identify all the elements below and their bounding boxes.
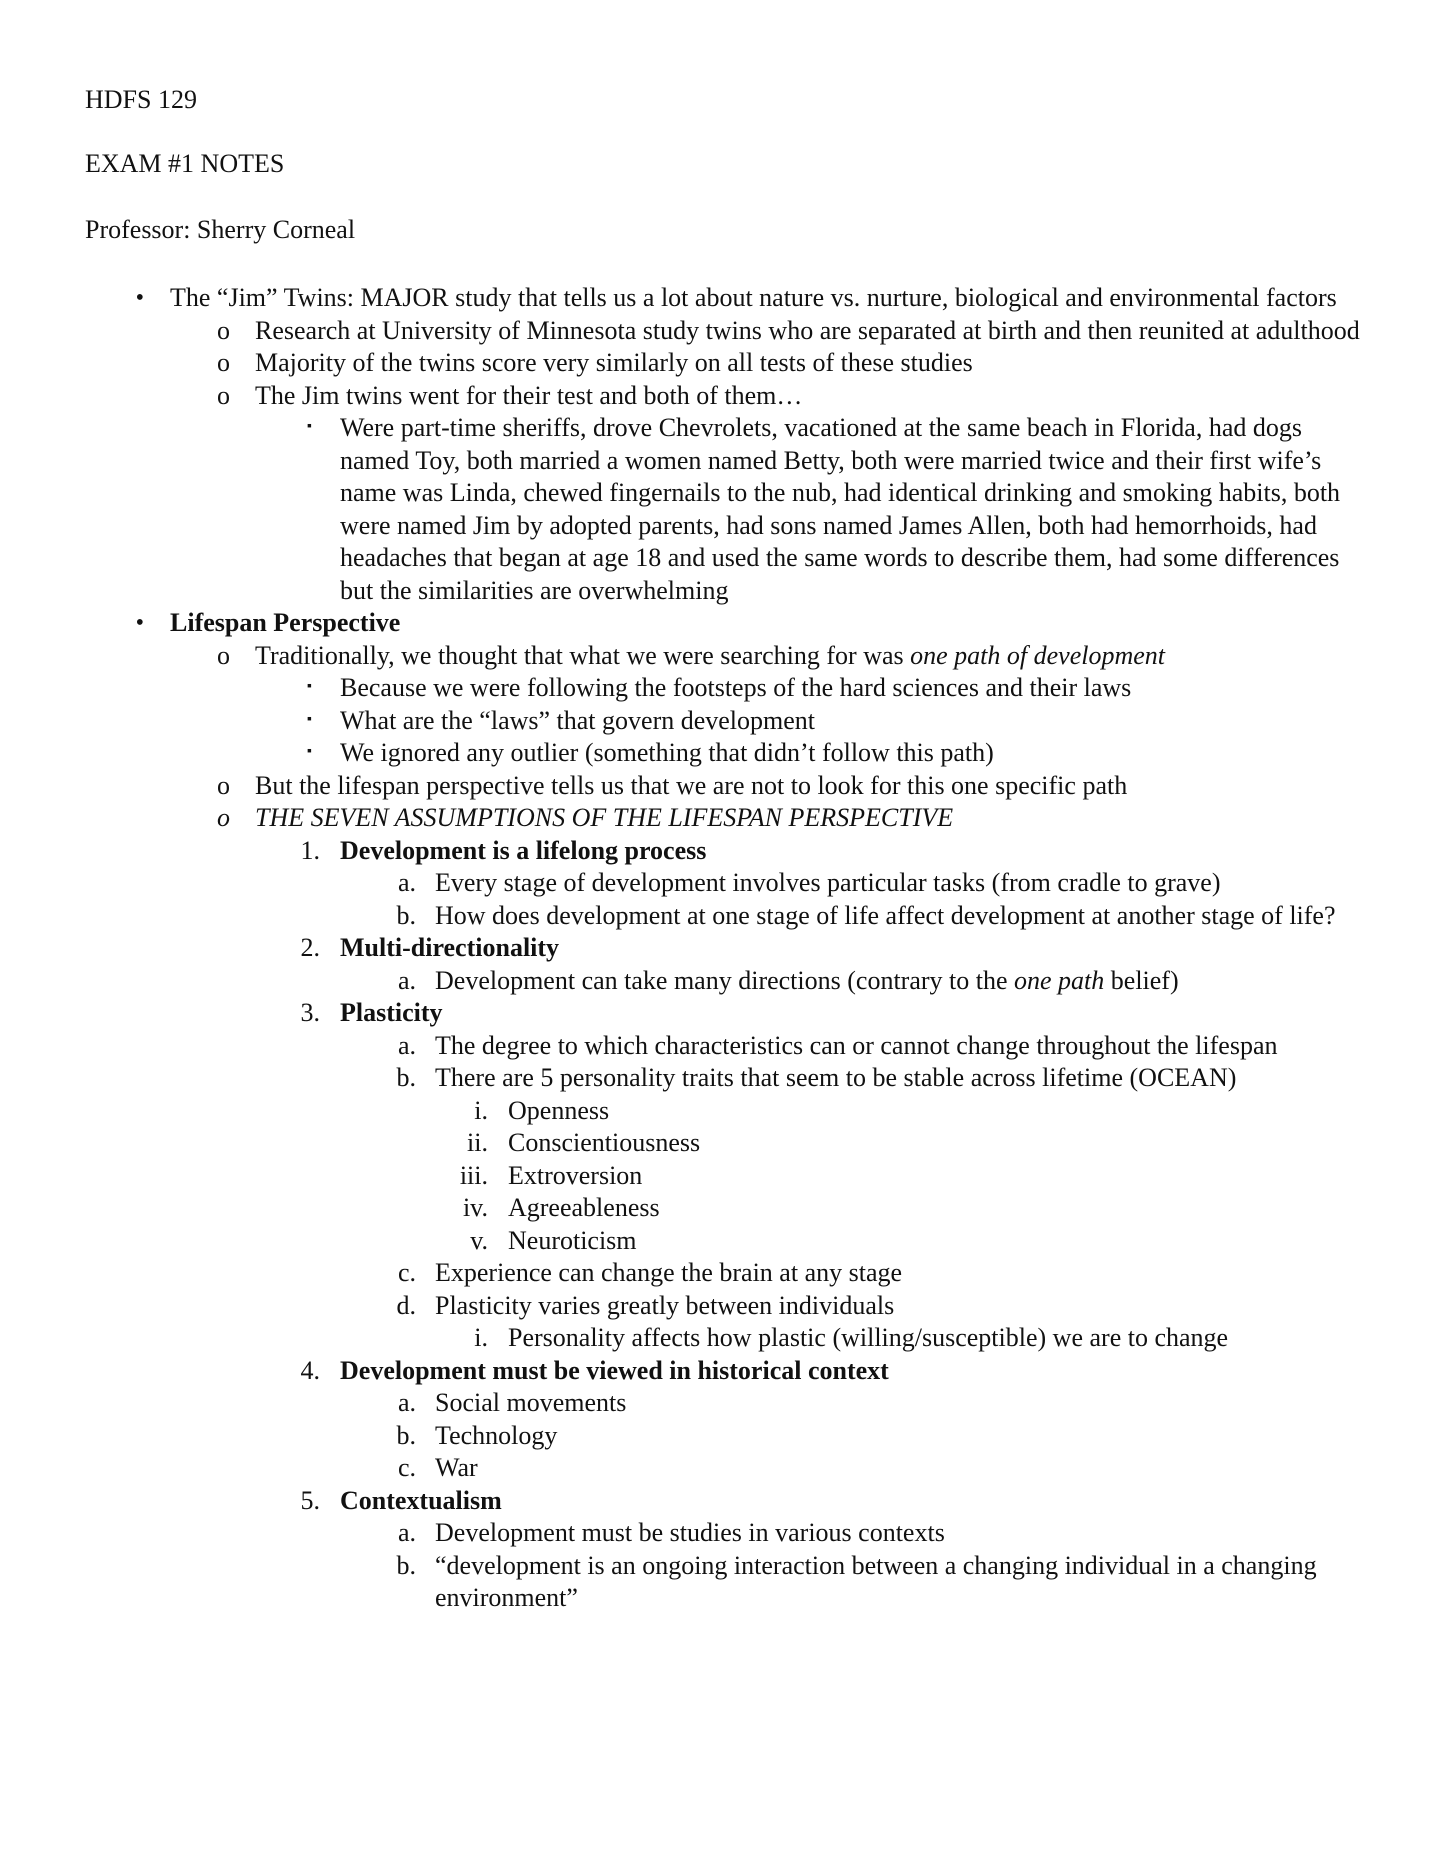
circle-marker: o	[217, 803, 230, 832]
seven-assumptions-heading: o THE SEVEN ASSUMPTIONS OF THE LIFESPAN PERSPECTIVE	[0, 802, 1456, 835]
assumption-5-b: b. “development is an ongoing interaction between a changing individual in a changing environment”	[396, 1550, 1317, 1612]
emphasis-one-path-of-development: one path of development	[910, 640, 1166, 670]
assumption-3-d-i: i. Personality affects how plastic (willing/susceptible) we are to change	[474, 1323, 1229, 1352]
course-code: HDFS 129	[85, 85, 197, 114]
circle-marker: o	[217, 348, 230, 377]
assumption-1: 1. Development is a lifelong process	[300, 835, 707, 865]
assumption-4-a: a. Social movements	[397, 1388, 627, 1417]
trait-openness: i. Openness	[474, 1095, 610, 1125]
assumption-5: 5. Contextualism	[300, 1485, 502, 1515]
assumption-3-b: b. There are 5 personality traits that seem to be stable across lifetime (OCEAN)	[396, 1063, 1237, 1092]
assumption-1-a: a. Every stage of development involves particular tasks (from cradle to grave)	[397, 868, 1221, 897]
trait-conscientiousness: ii. Conscientiousness	[467, 1128, 701, 1157]
bullet-jim-twins	[0, 282, 1456, 315]
assumption-1-b: b. How does development at one stage of life affect development at another stage of life?	[396, 900, 1336, 930]
traditional-sub-1: ▪ Because we were following the footsteps of the hard sciences and their laws	[0, 672, 1456, 705]
trait-neuroticism: v. Neuroticism	[470, 1225, 637, 1255]
assumption-3-d: d. Plasticity varies greatly between individuals	[396, 1290, 895, 1320]
emphasis-one-path: one path	[1014, 965, 1105, 995]
notes-outline	[0, 282, 1456, 1615]
professor-line: Professor: Sherry Corneal	[85, 215, 356, 244]
trait-extroversion: iii. Extroversion	[459, 1160, 643, 1190]
trait-agreeableness: iv. Agreeableness	[462, 1193, 660, 1222]
square-marker: ▪	[307, 711, 312, 727]
assumption-3: 3. Plasticity	[300, 998, 443, 1027]
assumption-3-c: c. Experience can change the brain at any stage	[397, 1258, 903, 1287]
jim-twins-sub-3: o The Jim twins went for their test and both of them…	[0, 380, 1456, 413]
circle-marker: o	[217, 380, 230, 410]
assumption-4: 4. Development must be viewed in historical context	[300, 1355, 889, 1385]
assumption-3-a: a. The degree to which characteristics can or cannot change throughout the lifespan	[397, 1030, 1278, 1060]
square-marker: ▪	[307, 679, 312, 694]
square-marker: ▪	[307, 744, 312, 759]
assumption-5-a: a. Development must be studies in various contexts	[397, 1518, 945, 1547]
bullet-marker: •	[135, 285, 144, 311]
bullet-lifespan-perspective	[0, 607, 1456, 640]
jim-twins-text: The “Jim” Twins: MAJOR study that tells us a lot about nature vs. nurture, biological and environmental factors	[170, 283, 1337, 312]
jim-twins-sub-1: o Research at University of Minnesota study twins who are separated at birth and then reunited at adulthood	[0, 315, 1456, 348]
circle-marker: o	[217, 770, 230, 800]
jim-twins-detail: ▪ Were part-time sheriffs, drove Chevrolets, vacationed at the same beach in Florida, had dogs named Toy, both married a women named Betty, both were married twice and their first wife’s name was Linda, chewed fingernails to the nub, had identical drinking and smoking habits, both were named Jim by adopted parents, had sons named James Allen, both had hemorrhoids, had headaches that began at age 18 and used the same words to describe them, had some differences but the similarities are overwhelming	[0, 412, 1456, 607]
assumption-4-c: c. War	[397, 1453, 478, 1482]
traditional-sub-2: ▪ What are the “laws” that govern development	[0, 705, 1456, 738]
jim-twins-sub-2: o Majority of the twins score very similarly on all tests of these studies	[0, 347, 1456, 380]
square-marker: ▪	[307, 419, 312, 434]
bullet-marker: •	[135, 610, 144, 636]
lifespan-heading: Lifespan Perspective	[170, 608, 401, 637]
but-item: o But the lifespan perspective tells us that we are not to look for this one specific path	[0, 770, 1456, 803]
assumption-4-b: b. Technology	[396, 1420, 558, 1450]
assumption-2-a: a. Development can take many directions (contrary to the one path belief)	[397, 965, 1179, 995]
assumption-2: 2. Multi-directionality	[300, 933, 560, 962]
document-title: EXAM #1 NOTES	[85, 149, 285, 178]
traditional-sub-3: ▪ We ignored any outlier (something that didn’t follow this path)	[0, 737, 1456, 770]
circle-marker: o	[217, 315, 230, 345]
traditional-item: o Traditionally, we thought that what we were searching for was one path of development	[0, 640, 1456, 673]
circle-marker: o	[217, 640, 230, 670]
